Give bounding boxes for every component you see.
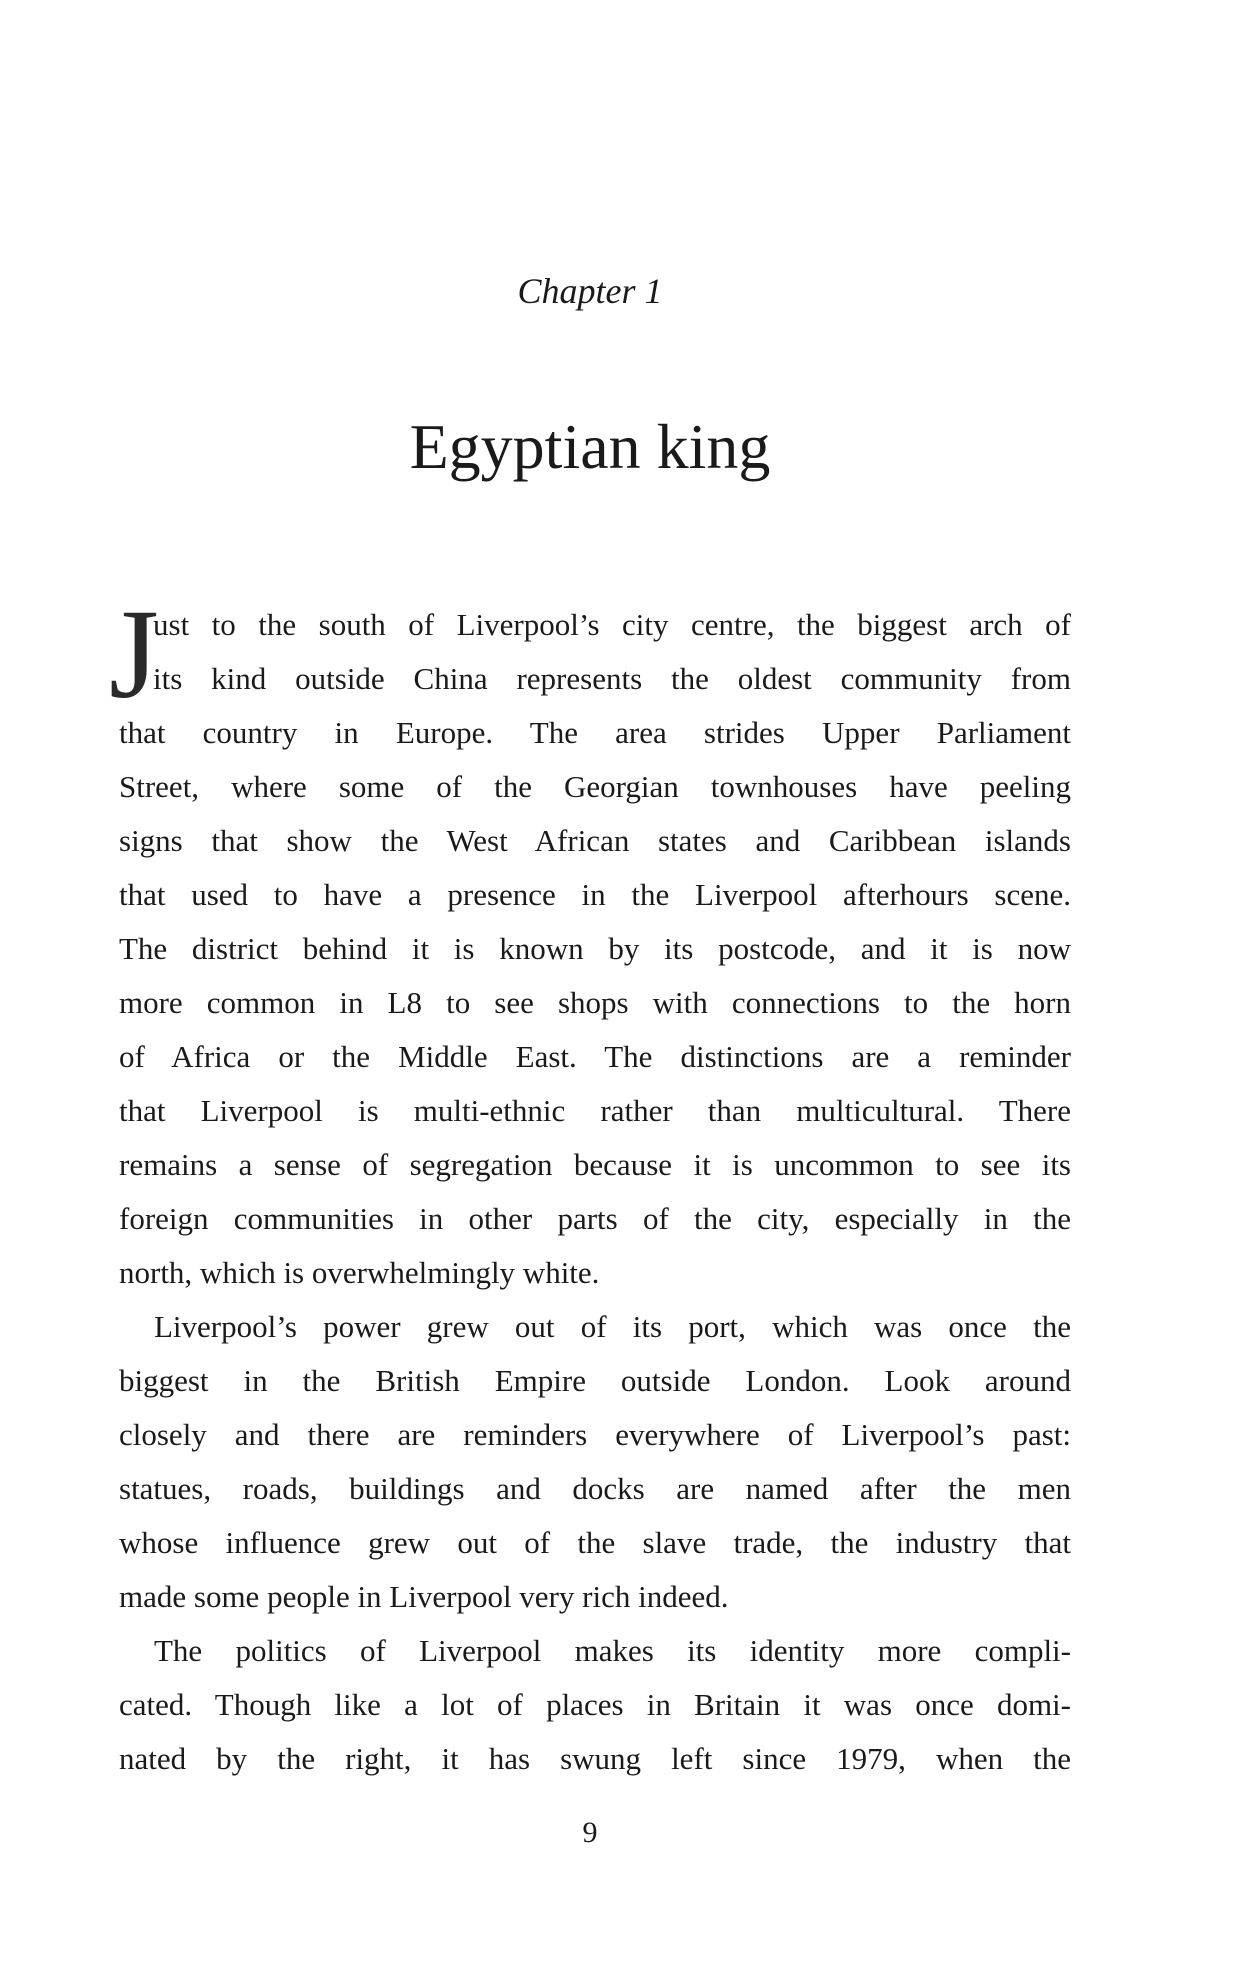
text-line: ust to the south of Liverpool’s city centre, the biggest arch of <box>153 607 1071 642</box>
paragraph <box>119 1624 1071 1786</box>
chapter-label: Chapter 1 <box>517 271 663 311</box>
drop-cap: J <box>109 583 159 725</box>
text-line: north, which is overwhelmingly white. <box>119 1255 600 1290</box>
paragraph <box>119 1300 1071 1624</box>
text-line: signs that show the West African states and Caribbean islands <box>119 823 1071 858</box>
text-line: that country in Europe. The area strides Upper Parliament <box>119 715 1071 750</box>
text-line: Liverpool’s power grew out of its port, which was once the <box>154 1309 1071 1344</box>
text-line: whose influence grew out of the slave trade, the industry that <box>119 1525 1071 1560</box>
chapter-title: Egyptian king <box>409 411 771 482</box>
text-line: its kind outside China represents the oldest community from <box>153 661 1071 696</box>
text-line: cated. Though like a lot of places in Britain it was once domi- <box>119 1687 1071 1722</box>
text-line: made some people in Liverpool very rich indeed. <box>119 1579 729 1614</box>
body-text <box>109 583 1071 1786</box>
text-line: more common in L8 to see shops with connections to the horn <box>119 985 1071 1020</box>
page-number: 9 <box>582 1816 598 1849</box>
text-line: statues, roads, buildings and docks are named after the men <box>119 1471 1071 1506</box>
text-line: closely and there are reminders everywhere of Liverpool’s past: <box>119 1417 1071 1452</box>
text-line: remains a sense of segregation because it is uncommon to see its <box>119 1147 1071 1182</box>
text-line: The district behind it is known by its postcode, and it is now <box>119 931 1071 966</box>
text-line: that Liverpool is multi-ethnic rather than multicultural. There <box>119 1093 1071 1128</box>
text-line: biggest in the British Empire outside London. Look around <box>119 1363 1071 1398</box>
paragraph <box>119 598 1071 1300</box>
text-line: nated by the right, it has swung left since 1979, when the <box>119 1741 1071 1776</box>
text-line: Street, where some of the Georgian townhouses have peeling <box>119 769 1071 804</box>
text-line: that used to have a presence in the Liverpool afterhours scene. <box>119 877 1071 912</box>
text-line: of Africa or the Middle East. The distinctions are a reminder <box>119 1039 1071 1074</box>
text-line: The politics of Liverpool makes its identity more compli- <box>154 1633 1071 1668</box>
text-line: foreign communities in other parts of the city, especially in the <box>119 1201 1071 1236</box>
